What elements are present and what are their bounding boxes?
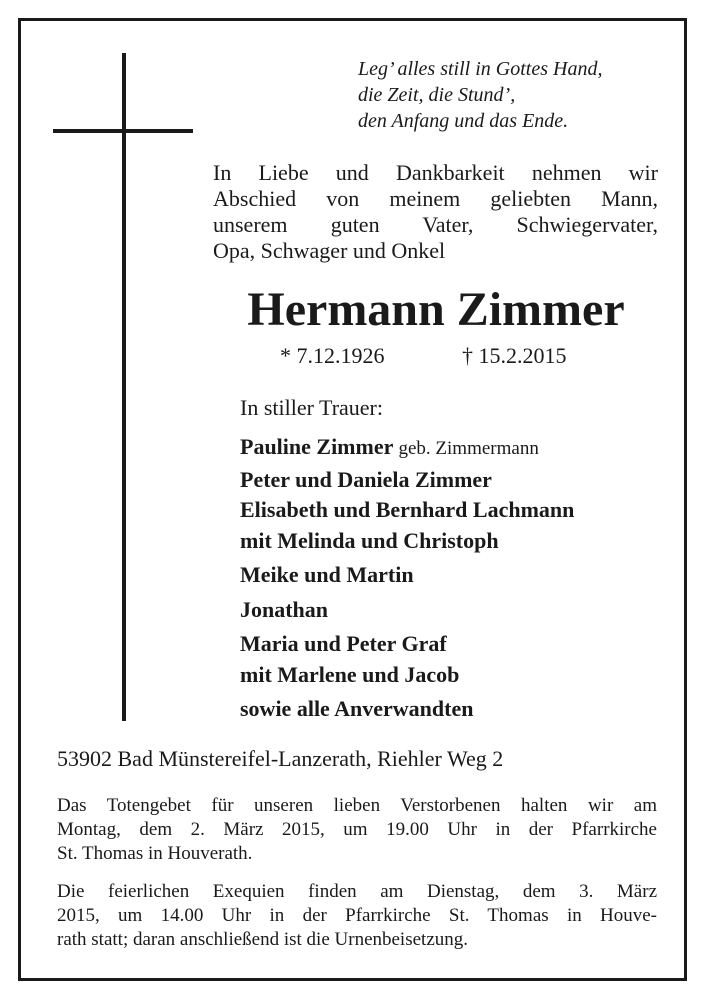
prayer-notice-line: St. Thomas in Houverath.: [57, 843, 253, 864]
intro-line: Opa, Schwager und Onkel: [213, 238, 446, 263]
poem-line: die Zeit, die Stund’,: [358, 84, 516, 106]
spouse-name: Pauline Zimmer: [240, 434, 393, 459]
family-member: mit Marlene und Jacob: [240, 661, 460, 687]
poem-verse: [358, 56, 658, 134]
intro-line: Abschied von meinem geliebten Mann,: [213, 186, 658, 211]
family-list: [240, 432, 680, 725]
poem-line: Leg’ alles still in Gottes Hand,: [358, 58, 603, 80]
poem-line: den Anfang und das Ende.: [358, 110, 569, 132]
prayer-notice-line: Montag, dem 2. März 2015, um 19.00 Uhr in der Pfarrkirche: [57, 819, 657, 840]
prayer-notice-line: Das Totengebet für unseren lieben Verstorbenen halten wir am: [57, 795, 657, 816]
intro-text: [213, 160, 658, 264]
deceased-name: Hermann Zimmer: [247, 283, 625, 336]
prayer-notice: [57, 794, 657, 866]
funeral-notice-line: Die feierlichen Exequien finden am Dienstag, dem 3. März: [57, 881, 657, 902]
family-member: Meike und Martin: [240, 562, 414, 587]
mourning-label: In stiller Trauer:: [240, 395, 383, 420]
funeral-notice: [57, 880, 657, 952]
family-spouse: [240, 432, 680, 465]
family-member: Jonathan: [240, 596, 329, 622]
family-member: mit Melinda und Christoph: [240, 527, 499, 553]
spouse-maiden-name: geb. Zimmermann: [398, 438, 539, 459]
cross-horizontal-bar: [53, 129, 193, 133]
birth-date: * 7.12.1926: [280, 343, 385, 368]
funeral-notice-line: rath statt; daran anschließend ist die Urnenbeisetzung.: [57, 929, 469, 950]
family-member: Elisabeth und Bernhard Lachmann: [240, 497, 575, 522]
family-member: Maria und Peter Graf: [240, 631, 447, 656]
funeral-notice-line: 2015, um 14.00 Uhr in der Pfarrkirche St. Thomas in Houve-: [57, 905, 657, 926]
intro-line: In Liebe und Dankbarkeit nehmen wir: [213, 160, 658, 185]
family-member: sowie alle Anverwandten: [240, 696, 474, 721]
family-member: Peter und Daniela Zimmer: [240, 466, 492, 492]
intro-line: unserem guten Vater, Schwiegervater,: [213, 212, 658, 237]
death-date: † 15.2.2015: [462, 343, 567, 368]
cross-vertical-bar: [122, 53, 126, 721]
address: 53902 Bad Münstereifel-Lanzerath, Riehler Weg 2: [57, 746, 504, 771]
